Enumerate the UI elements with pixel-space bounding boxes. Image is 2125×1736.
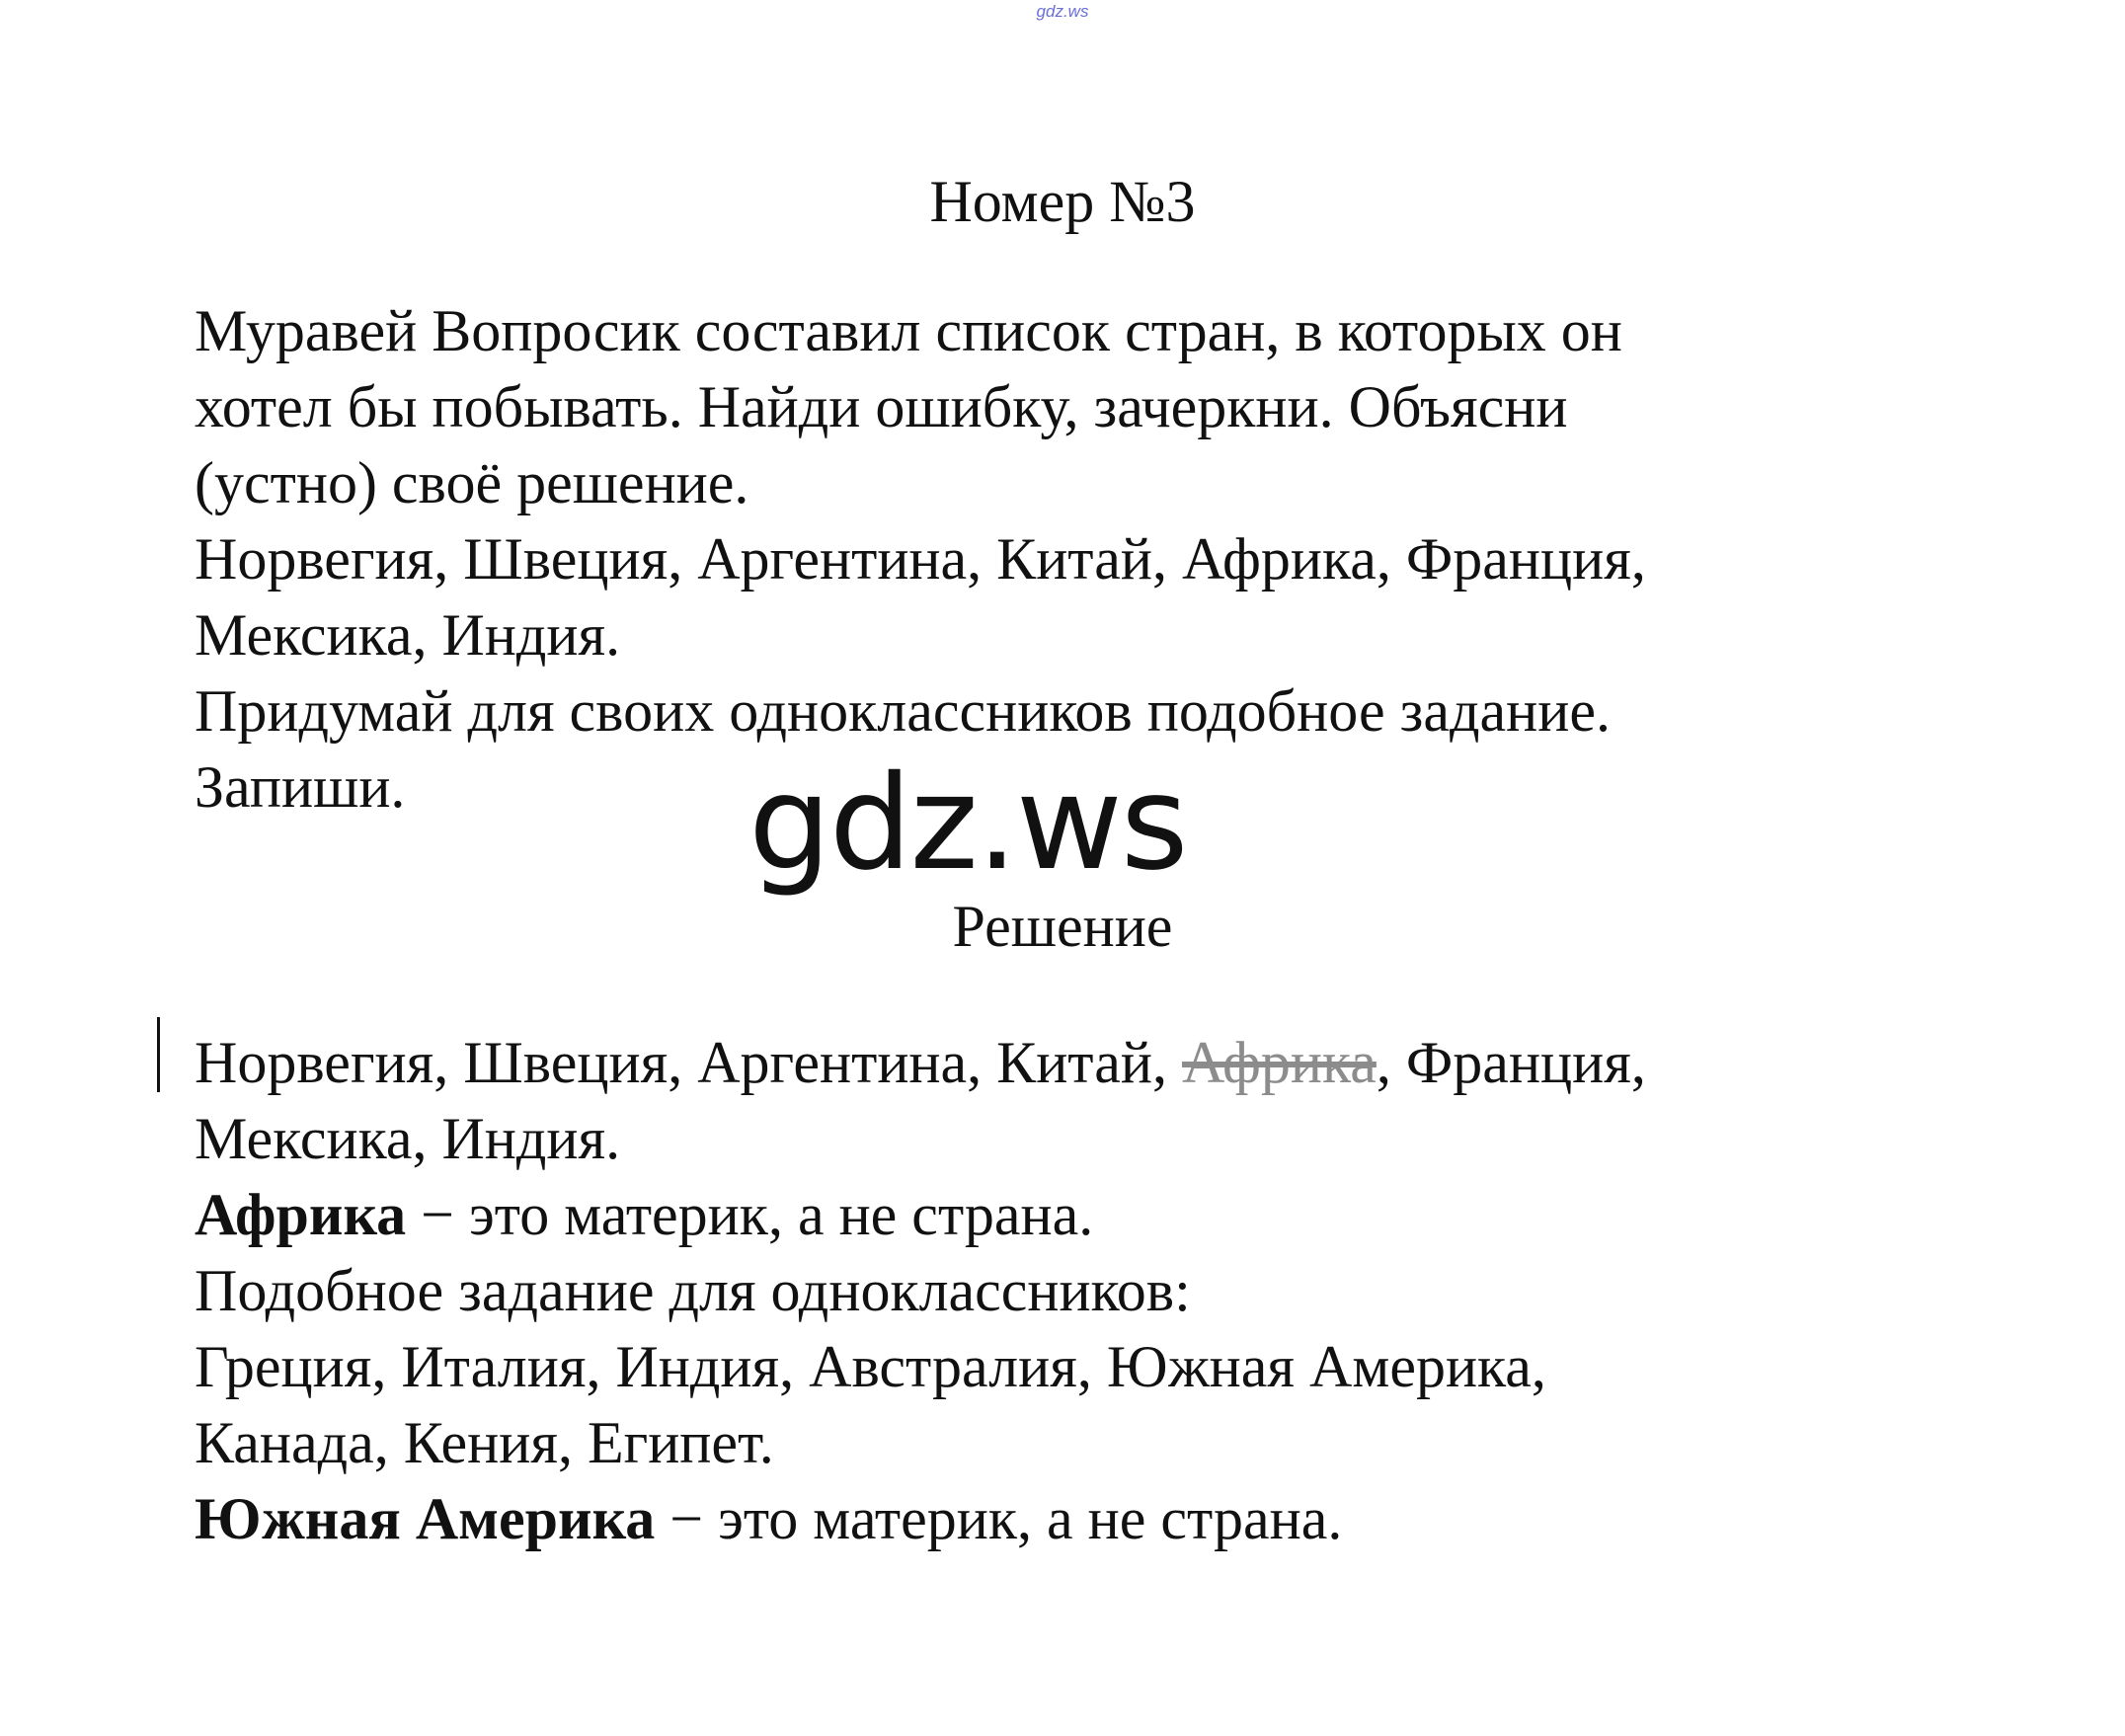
solution-text-segment: Норвегия, Швеция, Аргентина, Китай,	[195, 1030, 1182, 1095]
solution-line: Греция, Италия, Индия, Австралия, Южная Америка,	[195, 1334, 1546, 1399]
task-line: (устно) своё решение.	[195, 450, 749, 515]
solution-text-segment: − это материк, а не страна.	[406, 1182, 1094, 1247]
solution-line	[195, 1177, 1932, 1253]
site-mark: gdz.ws	[1036, 2, 1089, 21]
bold-term: Африка	[195, 1182, 407, 1247]
margin-bar	[157, 1017, 160, 1092]
solution-title: Решение	[952, 894, 1173, 959]
task-text	[195, 293, 1932, 826]
solution-line	[195, 1025, 1932, 1101]
task-line: Мексика, Индия.	[195, 602, 621, 668]
task-line: Муравей Вопросик составил список стран, в которых он	[195, 298, 1622, 363]
task-title: Номер №3	[929, 169, 1196, 234]
solution-line: Подобное задание для одноклассников:	[195, 1258, 1191, 1323]
solution-line: Мексика, Индия.	[195, 1106, 621, 1171]
solution-line	[195, 1481, 1932, 1557]
task-line: Норвегия, Швеция, Аргентина, Китай, Африка, Франция,	[195, 526, 1646, 592]
watermark-logo: gdz.ws	[748, 748, 1187, 900]
solution-text	[195, 1025, 1932, 1557]
task-line: Придумай для своих одноклассников подобное задание.	[195, 678, 1611, 744]
struck-out-word: Африка	[1182, 1030, 1377, 1095]
task-line: хотел бы побывать. Найди ошибку, зачеркни. Объясни	[195, 374, 1568, 439]
solution-text-segment: − это материк, а не страна.	[655, 1486, 1343, 1551]
solution-line: Канада, Кения, Египет.	[195, 1410, 774, 1475]
task-line: Запиши.	[195, 754, 406, 820]
solution-text-segment: , Франция,	[1376, 1030, 1646, 1095]
bold-term: Южная Америка	[195, 1486, 656, 1551]
